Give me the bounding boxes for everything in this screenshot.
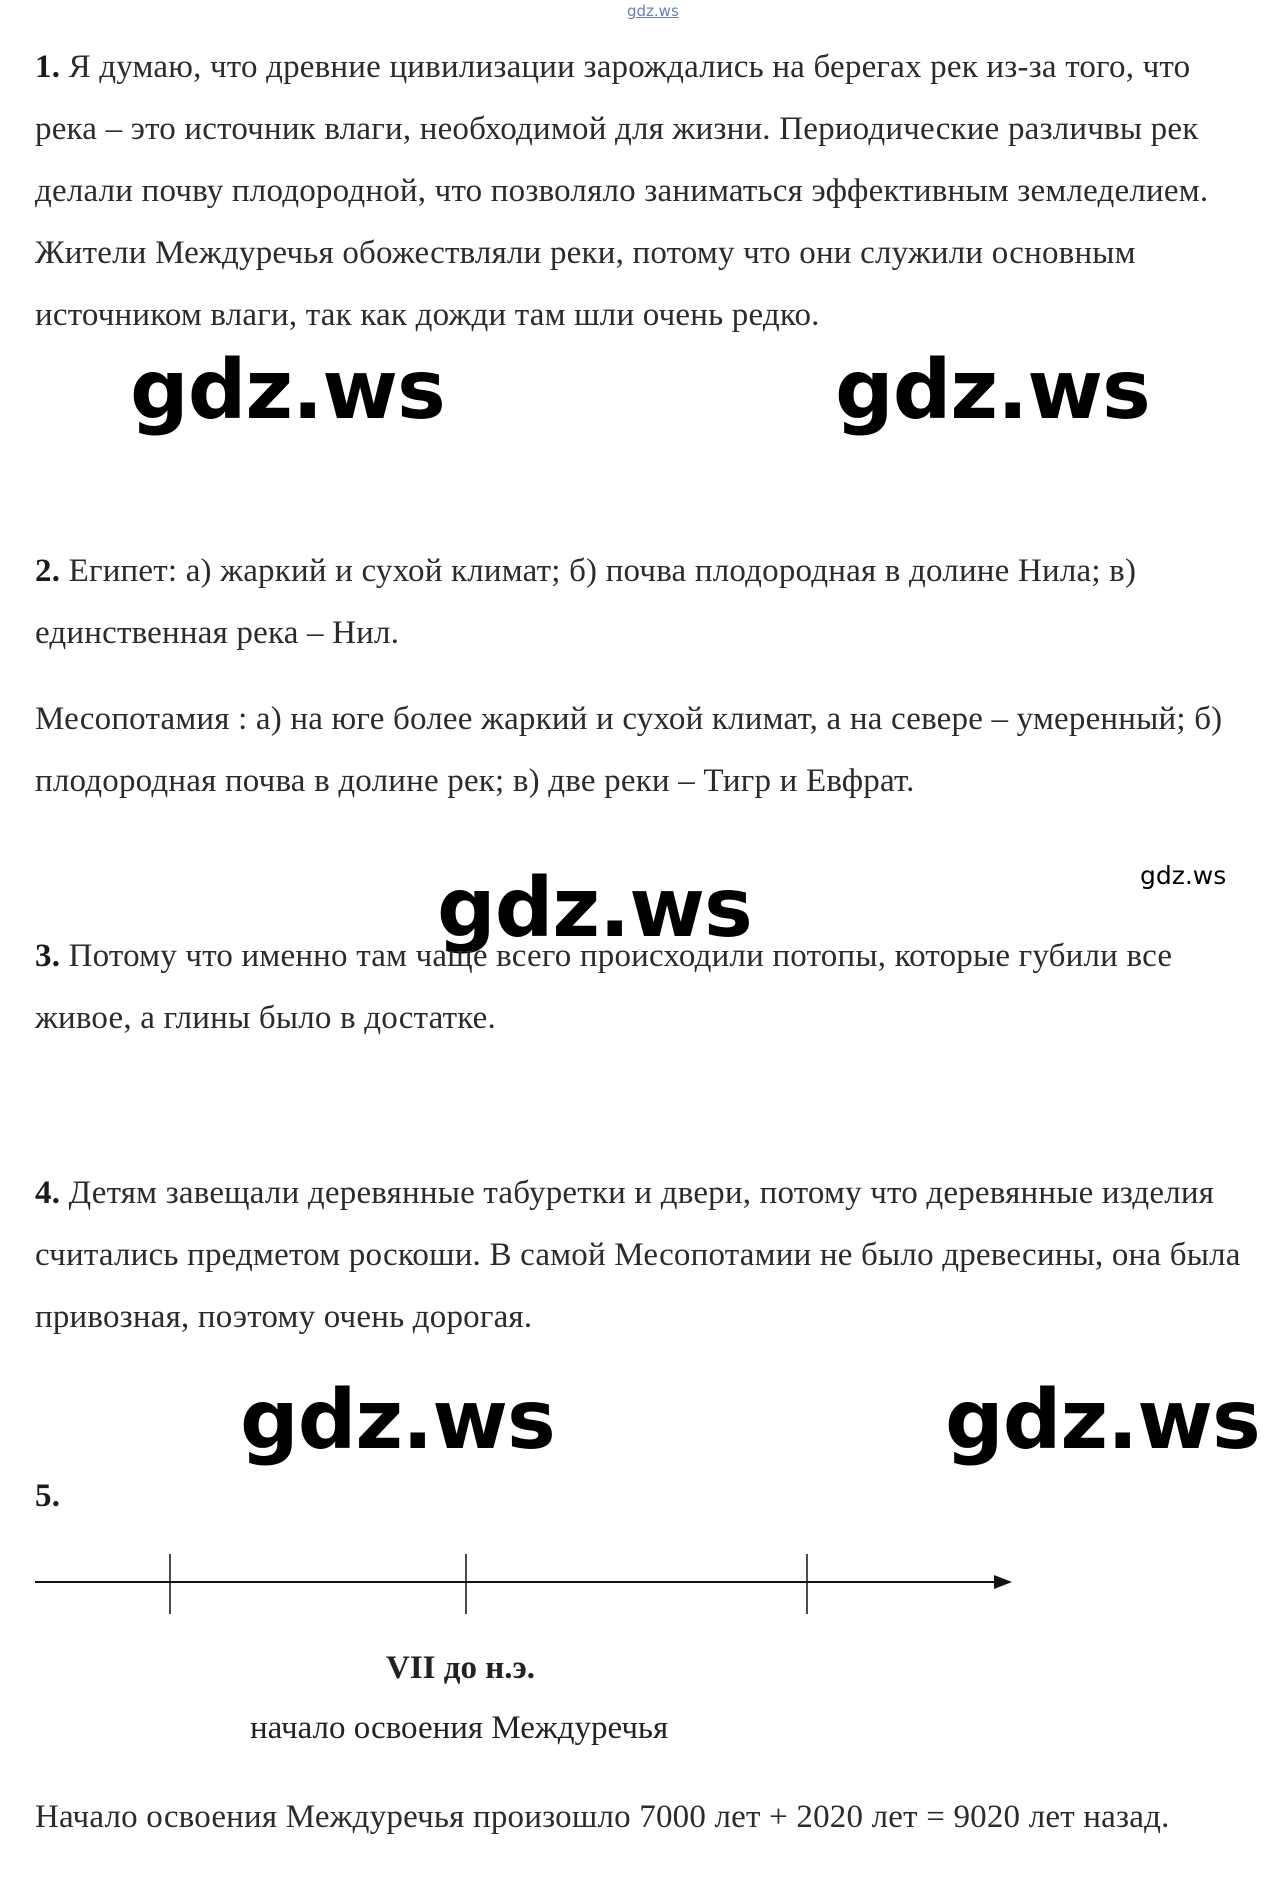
watermark-large-5: gdz.ws <box>945 1373 1260 1468</box>
timeline-conclusion: Начало освоения Междуречья произошло 7000 лет + 2020 лет = 9020 лет назад. <box>35 1799 1170 1835</box>
answer-2-number: 2. <box>35 553 61 589</box>
timeline-label-date: VII до н.э. <box>386 1650 535 1686</box>
answer-2 <box>35 540 1255 664</box>
watermark-large-1: gdz.ws <box>130 343 445 438</box>
watermark-large-4: gdz.ws <box>240 1373 555 1468</box>
header-watermark[interactable]: gdz.ws <box>627 2 679 20</box>
answer-2-extra: Месопотамия : а) на юге более жаркий и сухой климат, а на севере – умеренный; б) плодородная почва в долине рек; в) две реки – Тигр и Евфрат. <box>35 701 1223 799</box>
answer-3 <box>35 925 1255 1049</box>
answer-3-text: Потому что именно там чаще всего происходили потопы, которые губили все живое, а глины было в достатке. <box>35 938 1173 1036</box>
answer-4-text: Детям завещали деревянные табуретки и двери, потому что деревянные изделия считались предметом роскоши. В самой Месопотамии не было древесины, она была привозная, поэтому очень дорогая. <box>35 1175 1241 1335</box>
timeline-axis <box>0 1540 1288 1620</box>
answer-1-number: 1. <box>35 49 61 85</box>
answer-2-text: Египет: а) жаркий и сухой климат; б) почва плодородная в долине Нила; в) единственная река – Нил. <box>35 553 1137 651</box>
answer-1 <box>35 36 1255 346</box>
answer-5-number: 5. <box>35 1478 61 1514</box>
watermark-large-2: gdz.ws <box>835 343 1150 438</box>
answer-4 <box>35 1162 1255 1348</box>
watermark-large-3: gdz.ws <box>437 861 752 956</box>
timeline-label-caption: начало освоения Междуречья <box>250 1710 669 1746</box>
answer-5 <box>35 1465 1255 1527</box>
answer-1-text: Я думаю, что древние цивилизации зарождались на берегах рек из-за того, что река – это источник влаги, необходимой для жизни. Периодические различвы рек делали почву плодородной, что позволяло заниматься эффективным земледелием. Жители Междуречья обожествляли реки, потому что они служили основным источником влаги, так как дожди там шли очень редко. <box>35 49 1209 333</box>
watermark-small: gdz.ws <box>1140 861 1227 890</box>
answer-4-number: 4. <box>35 1175 61 1211</box>
timeline-arrow-head <box>994 1575 1012 1589</box>
answer-3-number: 3. <box>35 938 61 974</box>
